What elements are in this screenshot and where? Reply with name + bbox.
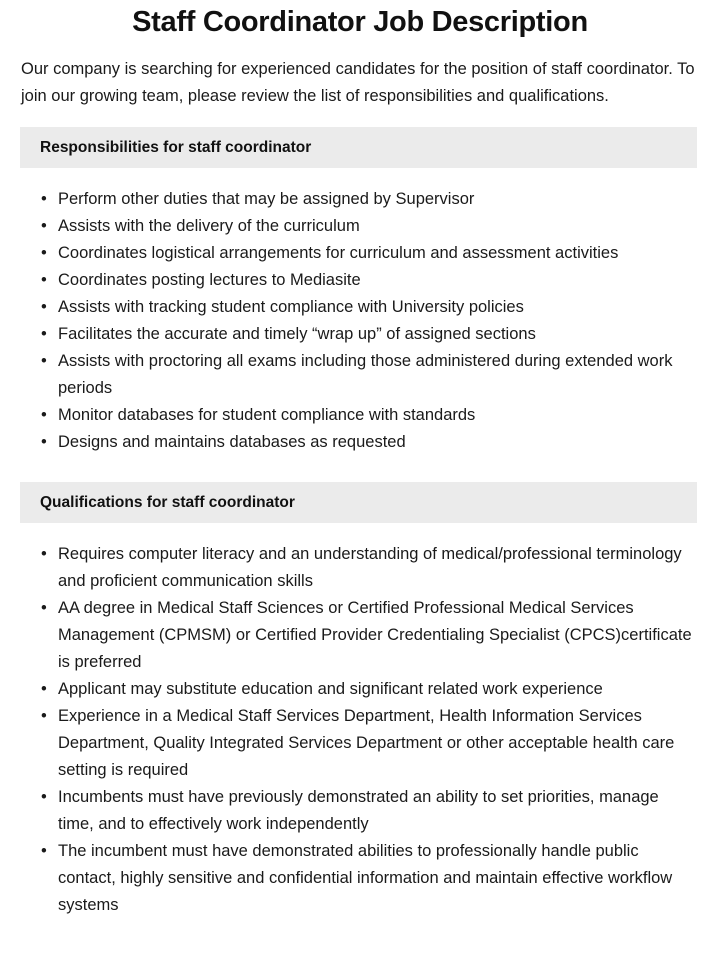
section-header-qualifications [20, 482, 697, 523]
list-item: • Coordinates posting lectures to Mediasite [0, 267, 696, 294]
list-item: • AA degree in Medical Staff Sciences or Certified Professional Medical Services Management (CPMSM) or Certified Provider Credentialing Specialist (CPCS)certificate is preferred [0, 595, 696, 676]
section-qualifications [0, 482, 720, 919]
qualifications-list [0, 541, 720, 919]
list-item: • Experience in a Medical Staff Services Department, Health Information Services Department, Quality Integrated Services Department or other acceptable health care setting is required [0, 703, 696, 784]
section-responsibilities [0, 127, 720, 456]
list-item: • Facilitates the accurate and timely “wrap up” of assigned sections [0, 321, 696, 348]
list-item: • Assists with tracking student compliance with University policies [0, 294, 696, 321]
list-item: • Applicant may substitute education and significant related work experience [0, 676, 696, 703]
spacer-responsibilities-list [0, 168, 720, 186]
spacer-between-sections [0, 456, 720, 482]
list-item: • Requires computer literacy and an understanding of medical/professional terminology and proficient communication skills [0, 541, 696, 595]
list-item: • Designs and maintains databases as requested [0, 429, 696, 456]
section-heading-label: Responsibilities for staff coordinator [40, 139, 312, 157]
list-item: • Assists with proctoring all exams including those administered during extended work periods [0, 348, 696, 402]
spacer-before-responsibilities [0, 110, 720, 127]
list-item: • Monitor databases for student compliance with standards [0, 402, 696, 429]
page-title: Staff Coordinator Job Description [132, 6, 588, 38]
list-item: • Coordinates logistical arrangements for curriculum and assessment activities [0, 240, 696, 267]
section-header-responsibilities [20, 127, 697, 168]
list-item: • The incumbent must have demonstrated abilities to professionally handle public contact, highly sensitive and confidential information and maintain effective workflow systems [0, 838, 696, 919]
section-heading-label: Qualifications for staff coordinator [40, 494, 295, 512]
responsibilities-list [0, 186, 720, 456]
intro-paragraph: Our company is searching for experienced candidates for the position of staff coordinator. To join our growing team, please review the list of responsibilities and qualifications. [21, 60, 695, 106]
list-item: • Perform other duties that may be assigned by Supervisor [0, 186, 696, 213]
spacer-qualifications-list [0, 523, 720, 541]
list-item: • Incumbents must have previously demonstrated an ability to set priorities, manage time, and to effectively work independently [0, 784, 696, 838]
list-item: • Assists with the delivery of the curriculum [0, 213, 696, 240]
